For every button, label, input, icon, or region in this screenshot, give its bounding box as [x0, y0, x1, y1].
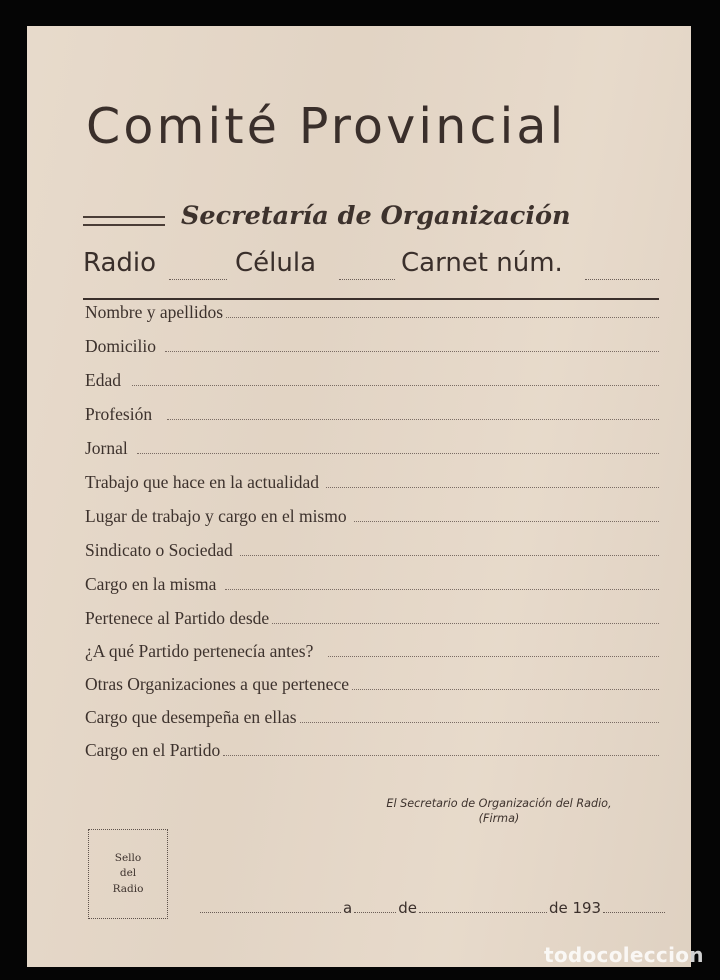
- field-sindicato: [85, 534, 659, 560]
- field-label: Profesión: [85, 403, 153, 424]
- date-day-field[interactable]: [354, 912, 396, 913]
- form-title: Comité Provincial: [86, 98, 567, 155]
- field-input-partido-antes[interactable]: [328, 656, 659, 657]
- carnet-label: Carnet núm.: [401, 248, 563, 278]
- stamp-box: [88, 829, 168, 919]
- watermark: todocoleccion: [544, 943, 704, 967]
- field-input-profesion[interactable]: [167, 419, 659, 420]
- field-label: Domicilio: [85, 335, 156, 356]
- form-subtitle: Secretaría de Organización: [181, 201, 571, 231]
- celula-field[interactable]: [339, 279, 395, 280]
- field-cargo-ellas: [85, 701, 659, 727]
- field-input-lugar-trabajo[interactable]: [354, 521, 659, 522]
- field-lugar-trabajo: [85, 500, 659, 526]
- field-edad: [85, 364, 659, 390]
- radio-field[interactable]: [169, 279, 227, 280]
- stamp-text-3: Radio: [112, 882, 144, 895]
- field-label: Lugar de trabajo y cargo en el mismo: [85, 505, 347, 526]
- field-trabajo: [85, 466, 659, 492]
- field-nombre: [85, 296, 659, 322]
- carnet-field[interactable]: [585, 279, 659, 280]
- field-input-cargo-ellas[interactable]: [300, 722, 659, 723]
- field-label: Otras Organizaciones a que pertenece: [85, 673, 349, 694]
- date-year-field[interactable]: [603, 912, 665, 913]
- field-input-domicilio[interactable]: [165, 351, 659, 352]
- signature-block: [339, 796, 659, 826]
- field-label: ¿A qué Partido pertenecía antes?: [85, 640, 314, 661]
- date-word-year: de 193: [548, 899, 602, 917]
- field-input-pertenece-desde[interactable]: [272, 623, 659, 624]
- stamp-text-2: del: [119, 867, 137, 880]
- date-place-field[interactable]: [200, 912, 341, 913]
- field-label: Sindicato o Sociedad: [85, 539, 233, 560]
- field-label: Cargo en el Partido: [85, 739, 221, 760]
- field-pertenece-desde: [85, 602, 659, 628]
- field-profesion: [85, 398, 659, 424]
- field-label: Nombre y apellidos: [85, 301, 224, 322]
- date-word-de: de: [398, 899, 417, 917]
- field-input-cargo-misma[interactable]: [225, 589, 659, 590]
- field-cargo-misma: [85, 568, 659, 594]
- date-line: [200, 894, 665, 916]
- signature-firma: (Firma): [478, 812, 520, 826]
- field-input-jornal[interactable]: [137, 453, 659, 454]
- field-label: Edad: [85, 369, 121, 390]
- field-jornal: [85, 432, 659, 458]
- field-label: Cargo que desempeña en ellas: [85, 706, 297, 727]
- field-input-sindicato[interactable]: [240, 555, 659, 556]
- field-input-trabajo[interactable]: [326, 487, 659, 488]
- signature-caption: El Secretario de Organización del Radio,: [386, 797, 612, 810]
- field-label: Cargo en la misma: [85, 573, 217, 594]
- field-label: Jornal: [85, 437, 128, 458]
- field-label: Trabajo que hace en la actualidad: [85, 471, 320, 492]
- date-word-a: a: [343, 899, 353, 917]
- field-input-cargo-partido[interactable]: [223, 755, 659, 756]
- field-label: Pertenece al Partido desde: [85, 607, 270, 628]
- field-cargo-partido: [85, 734, 659, 760]
- field-domicilio: [85, 330, 659, 356]
- radio-label: Radio: [83, 248, 157, 278]
- field-input-otras-organizaciones[interactable]: [352, 689, 659, 690]
- field-partido-antes: [85, 635, 659, 661]
- double-rule-decoration: [83, 216, 165, 226]
- identification-row: [83, 248, 663, 288]
- stamp-text-1: Sello: [114, 852, 142, 865]
- field-input-edad[interactable]: [132, 385, 659, 386]
- form-sheet: [27, 26, 691, 967]
- date-month-field[interactable]: [419, 912, 547, 913]
- celula-label: Célula: [235, 248, 317, 278]
- field-input-nombre[interactable]: [226, 317, 659, 318]
- field-otras-organizaciones: [85, 668, 659, 694]
